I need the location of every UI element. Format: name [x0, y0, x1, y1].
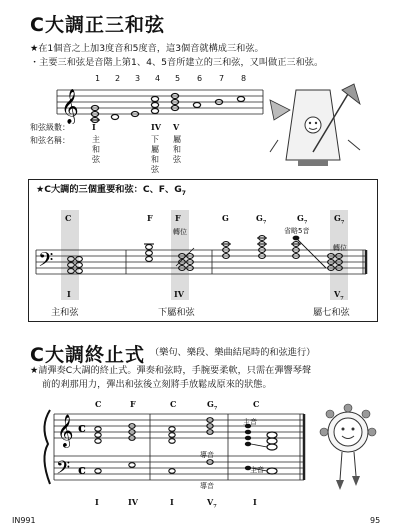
bass-clef-icon: 𝄢	[38, 248, 54, 276]
chord-letter	[256, 213, 266, 226]
box-title-sub: 7	[181, 189, 186, 197]
chord-letter: F	[175, 213, 181, 223]
roman-label-text: V	[334, 289, 341, 299]
cadence-grand-staff	[38, 406, 308, 492]
degree-number: 6	[197, 74, 203, 83]
caption-tonic: 主和弦	[51, 307, 79, 318]
degree-roman: IV	[151, 122, 161, 132]
common-time-icon: c	[78, 463, 86, 478]
degree-number: 5	[175, 74, 181, 83]
chord-letter	[297, 213, 307, 226]
section2-title: C大調終止式	[30, 344, 145, 366]
degree-number: 8	[241, 74, 247, 83]
name-label: 和弦名稱：	[30, 136, 70, 145]
cadence-chord: C	[170, 399, 177, 409]
chord-letter-sub: 7	[303, 219, 308, 226]
chord-letter-sub: 7	[340, 219, 345, 226]
chord-letter: F	[147, 213, 153, 223]
degree-number: 7	[219, 74, 225, 83]
section1-line2: ・主要三和弦是音階上第1、4、5音所建立的三和弦，又叫做正三和弦。	[30, 57, 324, 68]
roman-label	[334, 289, 344, 302]
roman-label: I	[67, 289, 71, 299]
chord-letter-text: G	[256, 213, 263, 223]
degree-number: 3	[135, 74, 141, 83]
chord-letter-text: G	[334, 213, 341, 223]
cadence-roman-sub: 7	[213, 503, 217, 510]
chord-name: 主和弦	[92, 135, 100, 164]
chord-letter-sub: 7	[262, 219, 267, 226]
cuckoo-clock-illustration	[318, 400, 380, 495]
annotation-tonic: 主音	[243, 418, 257, 426]
chord-letter: C	[65, 213, 72, 223]
chord-letter-text: G	[297, 213, 304, 223]
degree-number: 1	[95, 74, 101, 83]
section1-title: C大調正三和弦	[30, 14, 165, 36]
degree-roman: V	[173, 122, 180, 132]
roman-label: IV	[174, 289, 184, 299]
cadence-roman: I	[253, 497, 257, 507]
inversion-label: 轉位	[173, 228, 187, 236]
treble-clef-icon: 𝄞	[57, 414, 74, 447]
caption-subdominant: 下屬和弦	[158, 307, 195, 318]
cadence-roman-text: V	[207, 497, 214, 507]
bass-clef-icon: 𝄢	[56, 458, 71, 483]
degree-label: 和弦級數：	[30, 123, 70, 132]
degree-roman: I	[92, 122, 96, 132]
section2-subtitle: （樂句、樂段、樂曲結尾時的和弦進行）	[150, 347, 316, 358]
section2-line2: 前的剎那用力，彈出和弦後立刻將手放鬆成原來的狀態。	[42, 379, 272, 390]
cadence-chord: C	[253, 399, 260, 409]
chord-letter: G	[222, 213, 229, 223]
section2-line1: ★請彈奏C大調的終止式。彈奏和弦時，手腕要柔軟，只需在彈響琴聲	[30, 365, 312, 376]
inversion-label: 轉位	[333, 244, 347, 252]
box-title	[36, 183, 186, 200]
cadence-roman: I	[95, 497, 99, 507]
cadence-roman: I	[170, 497, 174, 507]
box-title-text: ★C大調的三個重要和弦：C、F、G	[36, 184, 182, 195]
caption-dominant7: 屬七和弦	[313, 307, 350, 318]
cadence-roman	[207, 497, 217, 510]
cadence-chord-text: G	[207, 399, 214, 409]
chord-name: 下屬和弦	[151, 135, 159, 174]
degree-number: 2	[115, 74, 121, 83]
common-time-icon: c	[78, 421, 86, 436]
scale-staff	[55, 82, 265, 124]
degree-number: 4	[155, 74, 161, 83]
page-number: 95	[370, 516, 381, 525]
annotation-leading-tone: 導音	[200, 482, 214, 490]
cadence-chord-sub: 7	[213, 405, 218, 412]
footer-code: IN991	[12, 516, 36, 525]
cadence-chord: C	[95, 399, 102, 409]
chords-staff	[34, 230, 370, 280]
omit-fifth-label: 省略5音	[284, 227, 310, 235]
cadence-roman: IV	[128, 497, 138, 507]
chord-name: 屬和弦	[173, 135, 181, 164]
metronome-illustration	[268, 80, 373, 180]
section1-line1: ★在1個音之上加3度音和5度音，這3個音就構成三和弦。	[30, 43, 264, 54]
treble-clef-icon: 𝄞	[61, 89, 79, 124]
chord-letter	[334, 213, 344, 226]
annotation-tonic: 主音	[250, 466, 264, 474]
roman-label-sub: 7	[340, 295, 344, 302]
cadence-chord: F	[130, 399, 136, 409]
annotation-leading-tone: 導音	[200, 451, 214, 459]
